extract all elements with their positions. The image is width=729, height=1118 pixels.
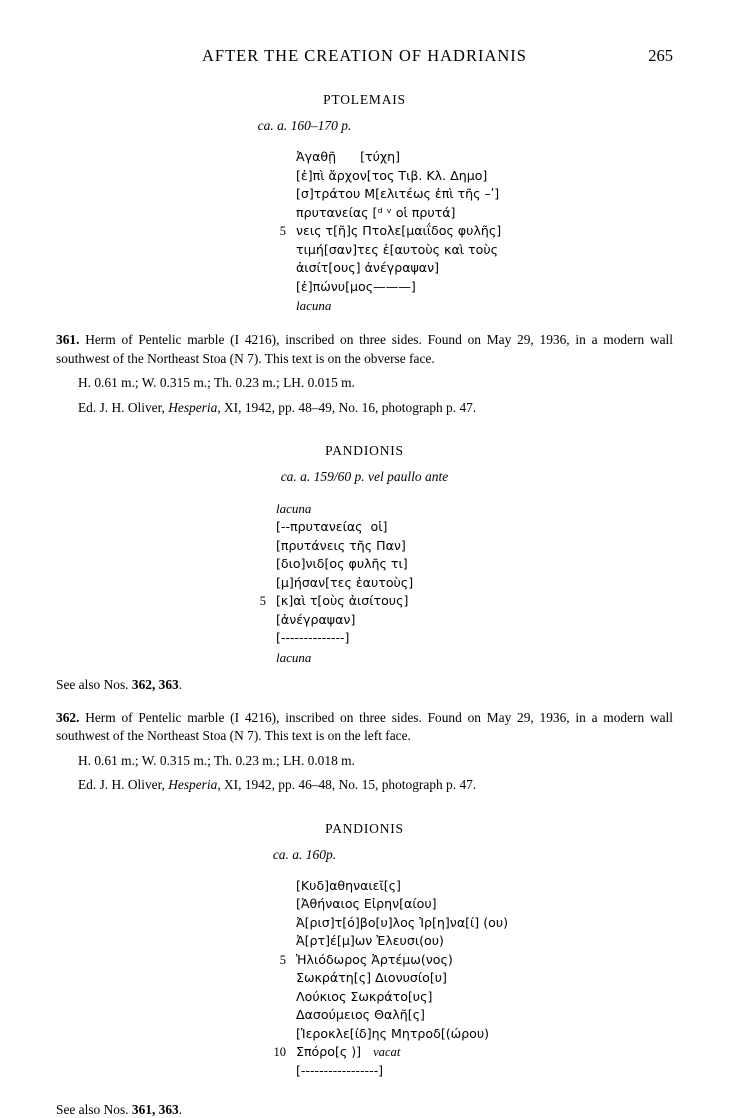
line-text: [πρυτάνεις τῆς Παν] [276,537,406,553]
line-text: Ἀγαθῇ [τύχη] [296,149,401,164]
see-also-suffix: . [178,676,183,692]
edition-prefix: Ed. J. H. Oliver, [78,777,169,793]
line-text: πρυτανείας [ᵈ ᵛ οἱ πρυτά] [296,204,456,220]
inscription-line [56,574,673,593]
inscription-line [56,278,673,297]
line-text: [-----------------] [296,1062,384,1078]
entry-body: Herm of Pentelic marble (I 4216), inscribed on three sides. Found on May 29, 1936, in a modern wall southwest of the Northeast Stoa (N 7). This text is on the obverse face. [56,332,673,366]
entry-measurements-362: H. 0.61 m.; W. 0.315 m.; Th. 0.23 m.; LH. 0.018 m. [78,752,355,768]
vacat-label: vacat [373,1045,401,1060]
inscription-line [56,611,673,630]
line-text: Ἡλιόδωρος Ἀρτέμω(νος) [296,951,453,967]
line-number: 5 [279,952,286,967]
line-text: τιμή[σαν]τες ἑ[αυτοὺς καὶ τοὺς [296,241,498,257]
inscription-line [56,204,673,223]
date-line-ptolemais: ca. a. 160–170 p. [257,118,352,133]
inscription-line [56,1006,673,1025]
inscription-lacuna-line [56,499,673,518]
page-number: 265 [648,46,673,65]
line-number: 5 [259,594,266,609]
line-text: Λούκιος Σωκράτο[υς] [296,988,433,1004]
see-also-refs: 361, 363 [131,1102,179,1118]
edition-prefix: Ed. J. H. Oliver, [78,399,169,415]
edition-suffix: , XI, 1942, pp. 48–49, No. 16, photograph p. 47. [217,399,477,415]
line-text: [ἐ]πὶ ἄρχον[τος Τιβ. Κλ. Δημο] [296,167,488,183]
inscription-block-pandionis-2 [56,877,673,1081]
inscription-line [56,241,673,260]
date-line-pandionis-2: ca. a. 160p. [272,846,337,862]
inscription-line [56,148,673,167]
inscription-lacuna-line [56,648,673,667]
line-text: Σπόρο[ς )] [296,1044,362,1060]
line-number: 5 [279,224,286,238]
inscription-line [56,951,673,970]
entry-body: Herm of Pentelic marble (I 4216), inscribed on three sides. Found on May 29, 1936, in a modern wall southwest of the Northeast Stoa (N 7). This text is on the left face. [56,709,673,744]
inscription-line [56,877,673,896]
entry-edition-361 [56,399,673,418]
inscription-block-ptolemais [56,148,673,315]
section-heading-ptolemais: PTOLEMAIS [323,92,406,107]
line-text: Ἀ[ρισ]τ[ό]βο[υ]λος Ἰρ[η]να[ί] (ου) [296,914,509,930]
line-text: [ἐ]πώνυ[μος———] [296,278,416,294]
journal-name: Hesperia [168,399,218,415]
see-also-2 [56,1102,673,1118]
line-text: [Ἀθήναιος Εἰρην[αίου] [296,896,437,912]
inscription-line [56,629,673,648]
see-also-1 [56,677,673,693]
line-text: Δασούμειος Θαλῆ[ς] [296,1007,425,1023]
section-heading-pandionis-2: PANDIONIS [325,820,404,836]
entry-number: 362. [56,709,80,725]
inscription-line [56,988,673,1007]
line-text: [--πρυτανείας οἱ] [276,519,388,535]
inscription-line [56,1043,673,1062]
inscription-line [56,1062,673,1081]
see-also-suffix: . [178,1102,183,1118]
line-text: [ἀνέγραψαν] [276,611,356,627]
inscription-line [56,932,673,951]
line-text: Σωκράτη[ς] Διονυσίο[υ] [296,970,447,986]
entry-number: 361. [56,332,80,348]
catalog-entry-361 [56,331,673,368]
entry-edition-362 [56,776,673,795]
line-text: [--------------] [276,630,350,646]
inscription-line [56,518,673,537]
journal-name: Hesperia [168,777,218,793]
line-text: [Ἱεροκλε[ίδ]ης Μητροδ[(ώρου) [296,1025,490,1041]
edition-suffix: , XI, 1942, pp. 46–48, No. 15, photograph p. 47. [217,777,477,793]
inscription-line [56,167,673,186]
see-also-prefix: See also Nos. [56,1102,132,1118]
line-text: [μ]ήσαν[τες ἑαυτοὺς] [276,574,414,590]
inscription-lacuna-line [56,296,673,315]
inscription-line [56,222,673,241]
line-text: [Κυδ]αθηναιεῖ[ς] [296,877,401,893]
inscription-line [56,259,673,278]
line-text: ἀισίτ[ους] ἀνέγραψαν] [296,260,440,275]
inscription-block-pandionis-1 [56,499,673,667]
line-text: [κ]αὶ τ[οὺς ἀισίτους] [276,593,409,609]
entry-measurements-361: H. 0.61 m.; W. 0.315 m.; Th. 0.23 m.; LH. 0.015 m. [78,375,355,391]
inscription-line [56,592,673,611]
page-header [56,46,673,66]
lacuna-label: lacuna [296,298,332,313]
line-text: [σ]τράτου Μ[ελιτέως ἐπὶ τῆς –ʹ] [296,186,500,201]
inscription-line [56,895,673,914]
inscription-line [56,969,673,988]
line-text: [διο]νιδ[ος φυλῆς τι] [276,556,408,572]
running-head-title: AFTER THE CREATION OF HADRIANIS [202,46,527,65]
inscription-line [56,555,673,574]
line-text: Ἀ[ρτ]έ[μ]ων Ἐλευσι(ου) [296,933,444,949]
inscription-line [56,537,673,556]
inscription-line [56,914,673,933]
catalog-entry-362 [56,709,673,746]
line-text: νεις τ[ῆ]ς Πτολε[μαιΐδος φυλῆς] [296,223,502,238]
lacuna-label: lacuna [276,501,312,517]
lacuna-label: lacuna [276,649,312,665]
inscription-line [56,185,673,204]
line-number: 10 [273,1045,286,1060]
date-line-pandionis-1: ca. a. 159/60 p. vel paullo ante [280,469,449,485]
inscription-line [56,1025,673,1044]
see-also-refs: 362, 363 [131,676,179,692]
see-also-prefix: See also Nos. [56,676,132,692]
section-heading-pandionis-1: PANDIONIS [325,443,404,459]
